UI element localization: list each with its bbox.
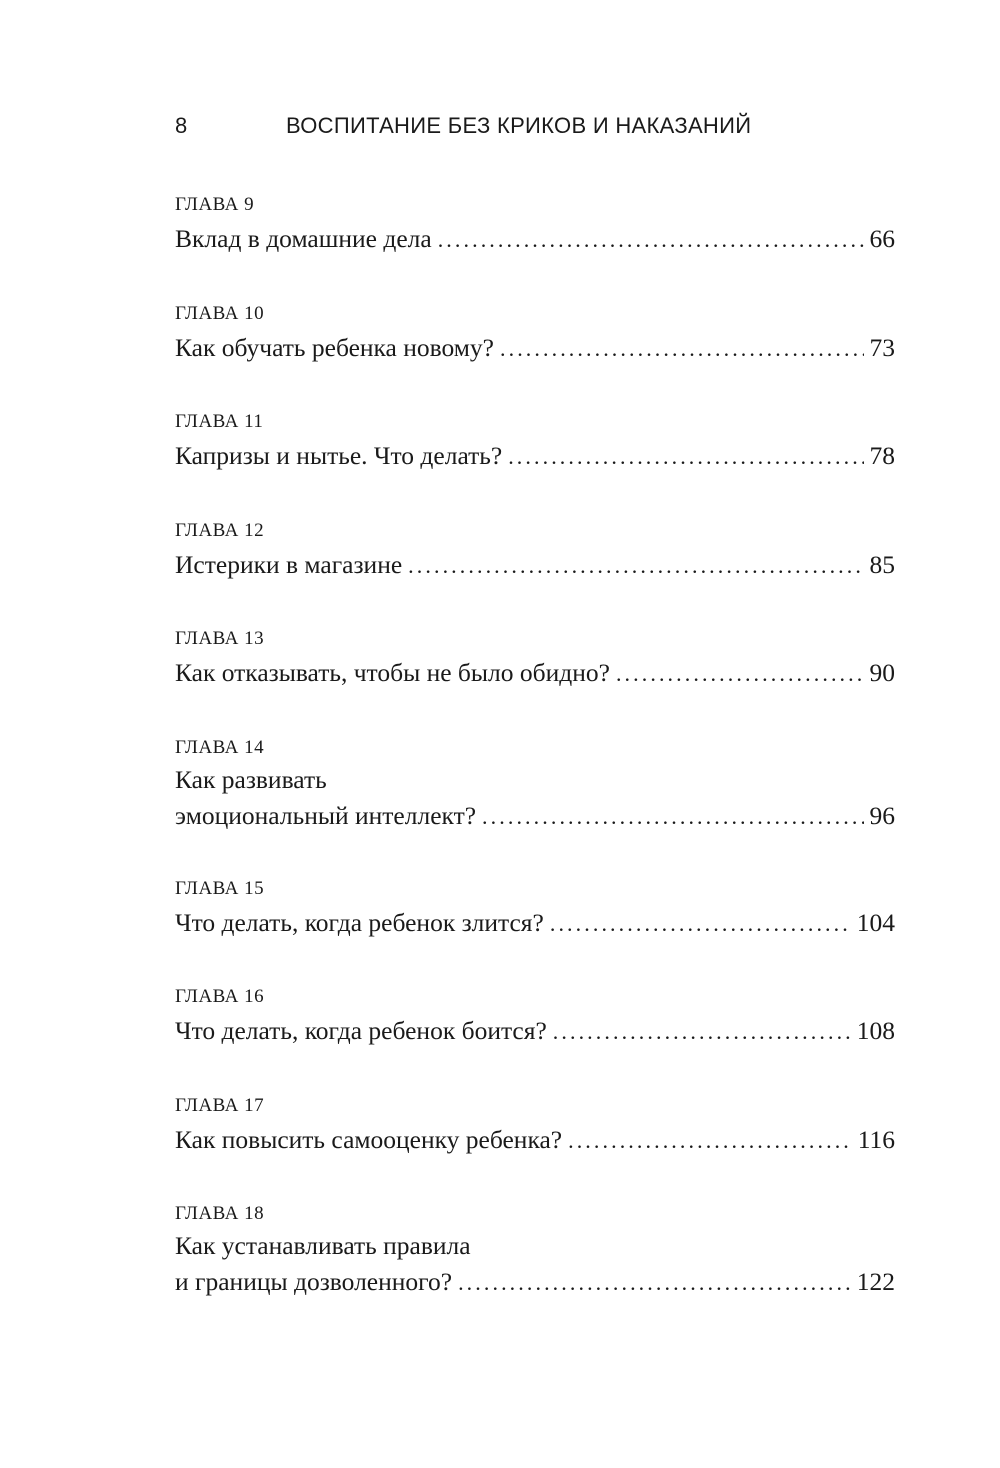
running-head bbox=[175, 113, 895, 149]
toc-line bbox=[175, 437, 895, 475]
toc-line bbox=[175, 1263, 895, 1301]
table-of-contents bbox=[175, 190, 895, 1340]
chapter-title: и границы дозволенного? bbox=[175, 1267, 453, 1296]
dot-leader bbox=[408, 547, 863, 584]
chapter-label: ГЛАВА 10 bbox=[175, 302, 265, 324]
toc-line bbox=[175, 654, 895, 692]
toc-entry-chapter-18 bbox=[175, 1199, 895, 1340]
chapter-label: ГЛАВА 9 bbox=[175, 194, 255, 215]
chapter-title: Капризы и нытье. Что делать? bbox=[175, 441, 503, 470]
chapter-title-first-line: Как устанавливать правила bbox=[175, 1231, 471, 1260]
toc-entry-chapter-11 bbox=[175, 407, 895, 516]
dot-leader bbox=[550, 905, 851, 942]
page-reference: 90 bbox=[869, 658, 895, 687]
toc-entry-chapter-10 bbox=[175, 299, 895, 408]
toc-line bbox=[175, 220, 895, 258]
toc-line bbox=[175, 329, 895, 367]
page-reference: 78 bbox=[869, 441, 895, 470]
dot-leader bbox=[616, 655, 864, 692]
chapter-title: Что делать, когда ребенок боится? bbox=[175, 1016, 547, 1045]
toc-entry-chapter-13 bbox=[175, 624, 895, 733]
chapter-title: Как отказывать, чтобы не было обидно? bbox=[175, 658, 610, 687]
page-reference: 104 bbox=[856, 907, 895, 937]
chapter-label: ГЛАВА 18 bbox=[175, 1203, 265, 1224]
dot-leader bbox=[500, 330, 864, 367]
toc-line bbox=[175, 904, 895, 942]
page-reference: 116 bbox=[857, 1124, 895, 1154]
chapter-title-first-line: Как развивать bbox=[175, 764, 327, 794]
dot-leader bbox=[553, 1013, 851, 1050]
chapter-label: ГЛАВА 12 bbox=[175, 519, 265, 541]
toc-entry-chapter-14 bbox=[175, 733, 895, 874]
toc-entry-chapter-15 bbox=[175, 874, 895, 983]
chapter-title: Вклад в домашние дела bbox=[175, 224, 432, 253]
dot-leader bbox=[438, 221, 864, 258]
page-reference: 85 bbox=[869, 549, 895, 579]
chapter-label: ГЛАВА 14 bbox=[175, 736, 265, 758]
toc-line bbox=[175, 546, 895, 584]
chapter-title: Что делать, когда ребенок злится? bbox=[175, 907, 544, 937]
toc-line bbox=[175, 1012, 895, 1050]
chapter-label: ГЛАВА 11 bbox=[175, 411, 264, 432]
toc-entry-chapter-17 bbox=[175, 1091, 895, 1200]
chapter-label: ГЛАВА 13 bbox=[175, 628, 265, 649]
page-number: 8 bbox=[175, 113, 188, 138]
dot-leader bbox=[482, 798, 863, 835]
chapter-title: эмоциональный интеллект? bbox=[175, 800, 477, 830]
book-title: ВОСПИТАНИЕ БЕЗ КРИКОВ И НАКАЗАНИЙ bbox=[286, 113, 752, 138]
dot-leader bbox=[568, 1122, 852, 1159]
chapter-title: Истерики в магазине bbox=[175, 549, 403, 579]
toc-line bbox=[175, 797, 895, 835]
toc-entry-chapter-9 bbox=[175, 190, 895, 299]
page-reference: 73 bbox=[869, 332, 895, 362]
chapter-label: ГЛАВА 15 bbox=[175, 877, 265, 899]
toc-entry-chapter-16 bbox=[175, 982, 895, 1091]
toc-line bbox=[175, 1121, 895, 1159]
dot-leader bbox=[458, 1264, 851, 1301]
chapter-label: ГЛАВА 16 bbox=[175, 986, 265, 1007]
page-reference: 96 bbox=[869, 800, 895, 830]
toc-entry-chapter-12 bbox=[175, 516, 895, 625]
chapter-title: Как повысить самооценку ребенка? bbox=[175, 1124, 563, 1154]
chapter-label: ГЛАВА 17 bbox=[175, 1094, 265, 1116]
chapter-title: Как обучать ребенка новому? bbox=[175, 332, 494, 362]
dot-leader bbox=[508, 438, 863, 475]
page-reference: 66 bbox=[869, 224, 895, 253]
page-reference: 108 bbox=[856, 1016, 895, 1045]
page-reference: 122 bbox=[856, 1267, 895, 1296]
